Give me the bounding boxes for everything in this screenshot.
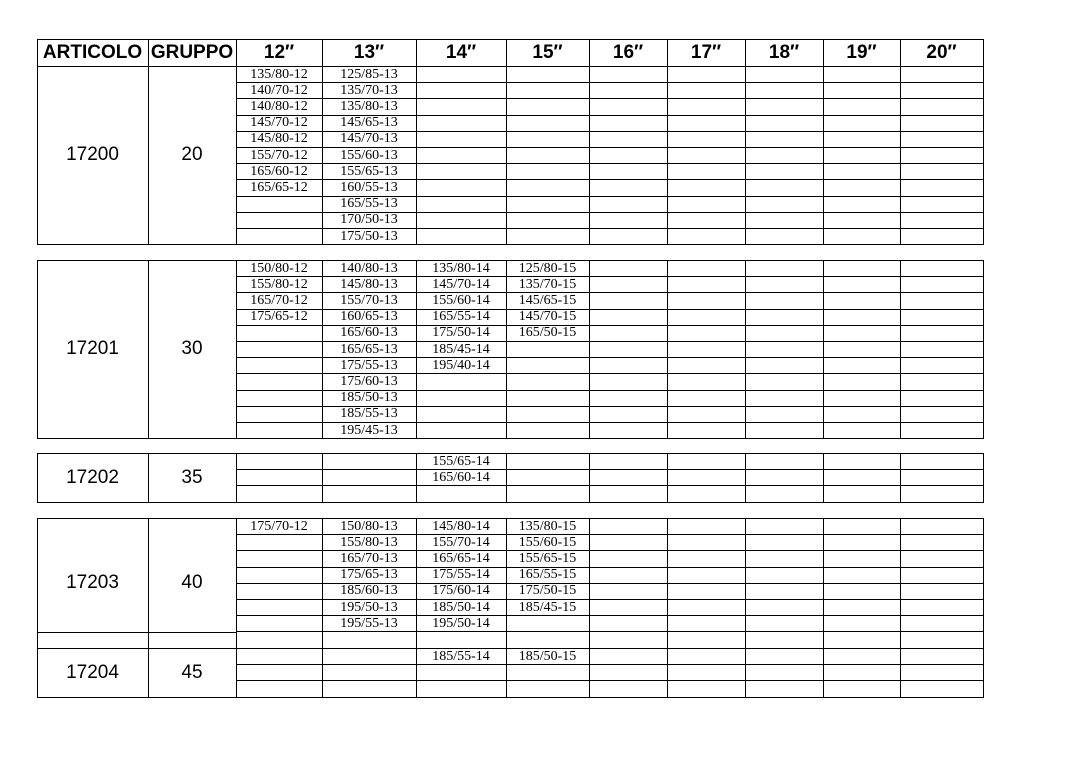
tire-size-cell: 195/45-13 <box>340 423 398 438</box>
group-column-divider <box>506 453 507 503</box>
tire-size-cell: 165/70-12 <box>250 293 308 308</box>
tire-size-cell: 185/45-14 <box>432 342 490 357</box>
group-bottom-border <box>37 244 984 245</box>
tire-size-cell: 135/80-14 <box>432 261 490 276</box>
tire-size-cell: 145/70-13 <box>340 131 398 146</box>
tire-size-cell: 175/55-13 <box>340 358 398 373</box>
group-column-divider <box>589 648 590 698</box>
group-column-divider <box>667 260 668 439</box>
tire-size-cell: 185/60-13 <box>340 583 398 598</box>
header-size-14: 14″ <box>445 42 477 63</box>
tire-size-cell: 165/60-13 <box>340 325 398 340</box>
tire-size-cell: 165/55-13 <box>340 196 398 211</box>
tire-size-cell: 140/70-12 <box>250 83 308 98</box>
group-column-divider <box>900 648 901 698</box>
group-column-divider <box>322 453 323 503</box>
tire-size-cell: 175/50-13 <box>340 229 398 244</box>
tire-size-cell: 175/50-14 <box>432 325 490 340</box>
tire-size-cell: 145/65-13 <box>340 115 398 130</box>
group-column-divider <box>667 453 668 503</box>
group-column-divider <box>900 453 901 503</box>
tire-size-cell: 145/65-15 <box>518 293 577 308</box>
tire-size-cell: 155/65-13 <box>340 164 398 179</box>
tire-size-cell: 125/80-15 <box>518 261 577 276</box>
group-column-divider <box>745 66 746 245</box>
group-column-divider <box>416 66 417 245</box>
tire-size-cell: 160/55-13 <box>340 180 398 195</box>
tire-size-cell: 195/40-14 <box>432 358 490 373</box>
tire-size-cell: 135/70-13 <box>340 83 398 98</box>
header-size-16: 16″ <box>612 42 644 63</box>
gruppo-value: 35 <box>181 467 203 488</box>
tire-size-cell: 165/50-15 <box>518 325 577 340</box>
group-bottom-border <box>37 502 984 503</box>
tire-size-cell: 165/65-14 <box>432 551 490 566</box>
header-column-divider <box>983 39 984 66</box>
tire-size-cell: 140/80-13 <box>340 261 398 276</box>
group-column-divider <box>983 260 984 439</box>
group-column-divider <box>236 648 237 698</box>
tire-size-cell: 135/80-15 <box>518 519 577 534</box>
group-column-divider <box>589 260 590 439</box>
tire-size-cell: 195/50-14 <box>432 616 490 631</box>
header-size-12: 12″ <box>263 42 295 63</box>
size-row-divider <box>236 485 984 486</box>
articolo-value: 17203 <box>66 572 119 593</box>
gruppo-value: 30 <box>181 338 203 359</box>
tire-size-cell: 140/80-12 <box>250 99 308 114</box>
group-column-divider <box>983 453 984 503</box>
tire-size-cell: 185/50-14 <box>432 600 490 615</box>
tire-size-cell: 155/65-14 <box>432 454 490 469</box>
tire-size-cell: 145/70-15 <box>518 309 577 324</box>
articolo-value: 17204 <box>66 662 119 683</box>
group-column-divider <box>983 648 984 698</box>
tire-size-cell: 185/45-15 <box>518 600 577 615</box>
tire-size-cell: 155/80-12 <box>250 277 308 292</box>
group-bottom-border <box>37 697 984 698</box>
gruppo-value: 45 <box>181 662 203 683</box>
tire-size-cell: 155/60-13 <box>340 148 398 163</box>
group-column-divider <box>900 66 901 245</box>
tire-size-cell: 165/70-13 <box>340 551 398 566</box>
articolo-value: 17200 <box>66 144 119 165</box>
tire-size-cell: 145/80-12 <box>250 131 308 146</box>
articolo-value: 17202 <box>66 467 119 488</box>
tire-size-cell: 165/55-14 <box>432 309 490 324</box>
gruppo-value: 40 <box>181 572 203 593</box>
size-row-divider <box>236 680 984 681</box>
group-column-divider <box>322 648 323 698</box>
group-column-divider <box>745 260 746 439</box>
group-column-divider <box>823 260 824 439</box>
tire-size-cell: 175/60-13 <box>340 374 398 389</box>
tire-size-cell: 145/70-14 <box>432 277 490 292</box>
tire-size-cell: 185/55-14 <box>432 649 490 664</box>
tire-size-cell: 175/70-12 <box>250 519 308 534</box>
tire-size-cell: 125/85-13 <box>340 67 398 82</box>
tire-size-cell: 150/80-12 <box>250 261 308 276</box>
tire-size-cell: 165/55-15 <box>518 567 577 582</box>
gruppo-value: 20 <box>181 144 203 165</box>
tire-size-cell: 155/70-13 <box>340 293 398 308</box>
tire-size-cell: 195/50-13 <box>340 600 398 615</box>
group-column-divider <box>589 453 590 503</box>
tire-size-cell: 175/65-12 <box>250 309 308 324</box>
tire-size-cell: 165/60-12 <box>250 164 308 179</box>
group-column-divider <box>900 260 901 439</box>
header-size-13: 13″ <box>353 42 385 63</box>
size-row-divider <box>236 664 984 665</box>
group-column-divider <box>236 453 237 503</box>
header-articolo: ARTICOLO <box>42 42 143 63</box>
header-size-20: 20″ <box>926 42 957 63</box>
tire-size-cell: 175/50-15 <box>518 583 577 598</box>
tire-size-cell: 155/80-13 <box>340 535 398 550</box>
tire-size-cell: 170/50-13 <box>340 212 398 227</box>
tire-size-cell: 195/55-13 <box>340 616 398 631</box>
header-size-15: 15″ <box>532 42 563 63</box>
tire-size-cell: 150/80-13 <box>340 519 398 534</box>
header-size-18: 18″ <box>768 42 800 63</box>
articolo-value: 17201 <box>66 338 119 359</box>
tire-size-cell: 165/65-13 <box>340 342 398 357</box>
tire-size-cell: 135/80-12 <box>250 67 308 82</box>
group-column-divider <box>823 66 824 245</box>
tire-size-cell: 175/60-14 <box>432 583 490 598</box>
header-size-19: 19″ <box>846 42 877 63</box>
tire-size-cell: 135/70-15 <box>518 277 577 292</box>
tire-size-cell: 175/55-14 <box>432 567 490 582</box>
tire-size-cell: 155/60-14 <box>432 293 490 308</box>
group-bottom-border <box>37 438 984 439</box>
group-column-divider <box>589 66 590 245</box>
group-column-divider <box>667 66 668 245</box>
header-gruppo: GRUPPO <box>150 42 234 63</box>
tire-size-cell: 145/70-12 <box>250 115 308 130</box>
tire-size-cell: 160/65-13 <box>340 309 398 324</box>
group-column-divider <box>983 66 984 245</box>
tire-size-cell: 155/70-12 <box>250 148 308 163</box>
tire-size-cell: 165/60-14 <box>432 470 490 485</box>
tire-size-cell: 185/55-13 <box>340 406 398 421</box>
header-size-17: 17″ <box>690 42 722 63</box>
tire-size-cell: 135/80-13 <box>340 99 398 114</box>
tire-size-cell: 175/65-13 <box>340 567 398 582</box>
group-column-divider <box>506 66 507 245</box>
group-column-divider <box>823 648 824 698</box>
tire-size-cell: 145/80-14 <box>432 519 490 534</box>
tire-size-cell: 165/65-12 <box>250 180 308 195</box>
tire-size-cell: 155/70-14 <box>432 535 490 550</box>
size-row-divider <box>236 469 984 470</box>
tire-size-cell: 145/80-13 <box>340 277 398 292</box>
group-column-divider <box>745 453 746 503</box>
tire-size-cell: 185/50-13 <box>340 390 398 405</box>
tire-size-cell: 155/60-15 <box>518 535 577 550</box>
group-separator <box>37 632 236 633</box>
tire-size-cell: 185/50-15 <box>518 649 577 664</box>
group-column-divider <box>667 648 668 698</box>
tire-size-cell: 155/65-15 <box>518 551 577 566</box>
group-column-divider <box>745 648 746 698</box>
group-column-divider <box>823 453 824 503</box>
